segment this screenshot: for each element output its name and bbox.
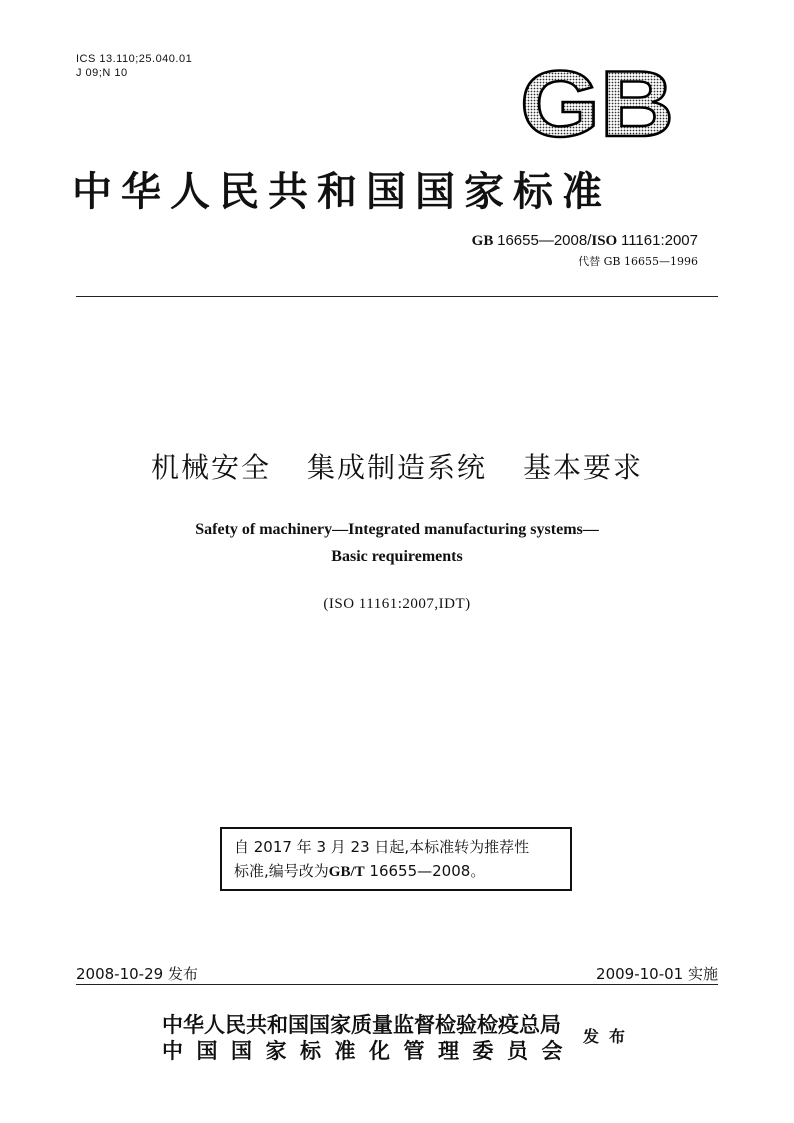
publisher-line-1: 中华人民共和国国家质量监督检验检疫总局 <box>162 1012 561 1037</box>
header-divider <box>76 296 718 297</box>
standard-number <box>472 232 698 250</box>
publish-label: 发布 <box>583 1027 636 1046</box>
notice-new-code: GB/T <box>328 864 365 880</box>
notice-line-2 <box>234 859 558 884</box>
ccs-code: J 09;N 10 <box>76 67 128 79</box>
footer-divider <box>76 984 718 985</box>
notice-line-2-suffix: 16655—2008。 <box>369 862 486 880</box>
replaces-standard: 代替 GB 16655—1996 <box>578 255 698 268</box>
iso-prefix: ISO <box>591 233 618 249</box>
classification-codes <box>76 52 192 80</box>
english-title-line-1: Safety of machinery—Integrated manufacturing systems— <box>195 521 599 538</box>
notice-line-1: 自 2017 年 3 月 23 日起,本标准转为推荐性 <box>234 838 530 856</box>
issue-date: 2008-10-29 发布 <box>76 965 198 983</box>
gb-prefix: GB <box>471 233 494 249</box>
publisher-line-2: 中国国家标准化管理委员会 <box>162 1038 576 1063</box>
ics-code: ICS 13.110;25.040.01 <box>76 53 193 65</box>
national-standard-title: 中华人民共和国国家标准 <box>72 168 611 215</box>
gb-number: 16655—2008/ <box>497 232 592 249</box>
publisher-block <box>162 1012 576 1064</box>
notice-box <box>220 827 572 891</box>
english-title-line-2: Basic requirements <box>331 548 463 565</box>
english-title <box>0 516 794 570</box>
title-part-2: 集成制造系统 <box>306 451 487 484</box>
title-part-3: 基本要求 <box>523 451 644 484</box>
notice-line-2-prefix: 标准,编号改为 <box>234 862 329 880</box>
chinese-title <box>0 446 794 486</box>
gb-logo <box>518 60 676 140</box>
iso-number: 11161:2007 <box>620 232 698 249</box>
iso-reference: (ISO 11161:2007,IDT) <box>323 596 471 612</box>
gb-logo-text: GB <box>520 60 674 140</box>
title-part-1: 机械安全 <box>150 451 271 484</box>
implementation-date: 2009-10-01 实施 <box>596 965 718 983</box>
